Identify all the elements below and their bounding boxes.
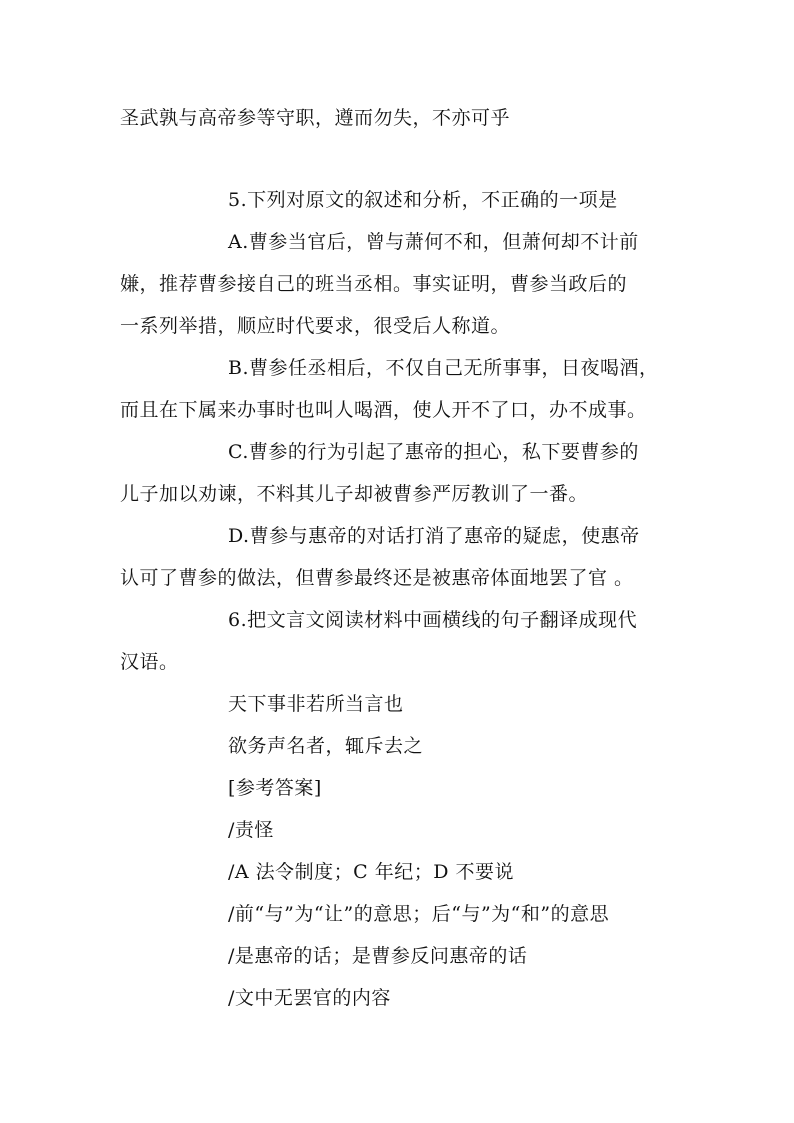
answer-line: /文中无罢官的内容 — [228, 987, 391, 1009]
option-b-line-1: B.曹参任丞相后，不仅自己无所事事，日夜喝酒， — [228, 357, 659, 379]
answer-line: /A 法令制度；C 年纪；D 不要说 — [228, 861, 515, 883]
answer-line: /责怪 — [228, 819, 274, 841]
option-d-line-2: 认可了曹参的做法，但曹参最终还是被惠帝体面地罢了官 。 — [120, 567, 634, 589]
answer-line: /是惠帝的话；是曹参反问惠帝的话 — [228, 945, 528, 967]
translation-sentence-2: 欲务声名者，辄斥去之 — [228, 735, 424, 757]
option-d-line-1: D.曹参与惠帝的对话打消了惠帝的疑虑，使惠帝 — [228, 525, 640, 547]
question-6-line-2: 汉语。 — [120, 651, 179, 673]
option-c-line-1: C.曹参的行为引起了惠帝的担心，私下要曹参的 — [228, 441, 639, 463]
text-line: 圣武孰与高帝参等守职，遵而勿失，不亦可乎 — [120, 107, 511, 129]
option-b-line-2: 而且在下属来办事时也叫人喝酒，使人开不了口，办不成事。 — [120, 399, 647, 421]
translation-sentence-1: 天下事非若所当言也 — [228, 693, 404, 715]
question-6-line-1: 6.把文言文阅读材料中画横线的句子翻译成现代 — [228, 609, 638, 631]
answer-line: /前“与”为“让”的意思；后“与”为“和”的意思 — [228, 903, 610, 925]
option-a-line-3: 一系列举措，顺应时代要求，很受后人称道。 — [120, 315, 511, 337]
reference-answer-heading: [参考答案] — [228, 777, 322, 799]
question-5-title: 5.下列对原文的叙述和分析，不正确的一项是 — [228, 189, 618, 211]
option-a-line-2: 嫌，推荐曹参接自己的班当丞相。事实证明，曹参当政后的 — [120, 273, 628, 295]
option-a-line-1: A.曹参当官后，曾与萧何不和，但萧何却不计前 — [228, 231, 639, 253]
option-c-line-2: 儿子加以劝谏，不料其儿子却被曹参严厉教训了一番。 — [120, 483, 589, 505]
